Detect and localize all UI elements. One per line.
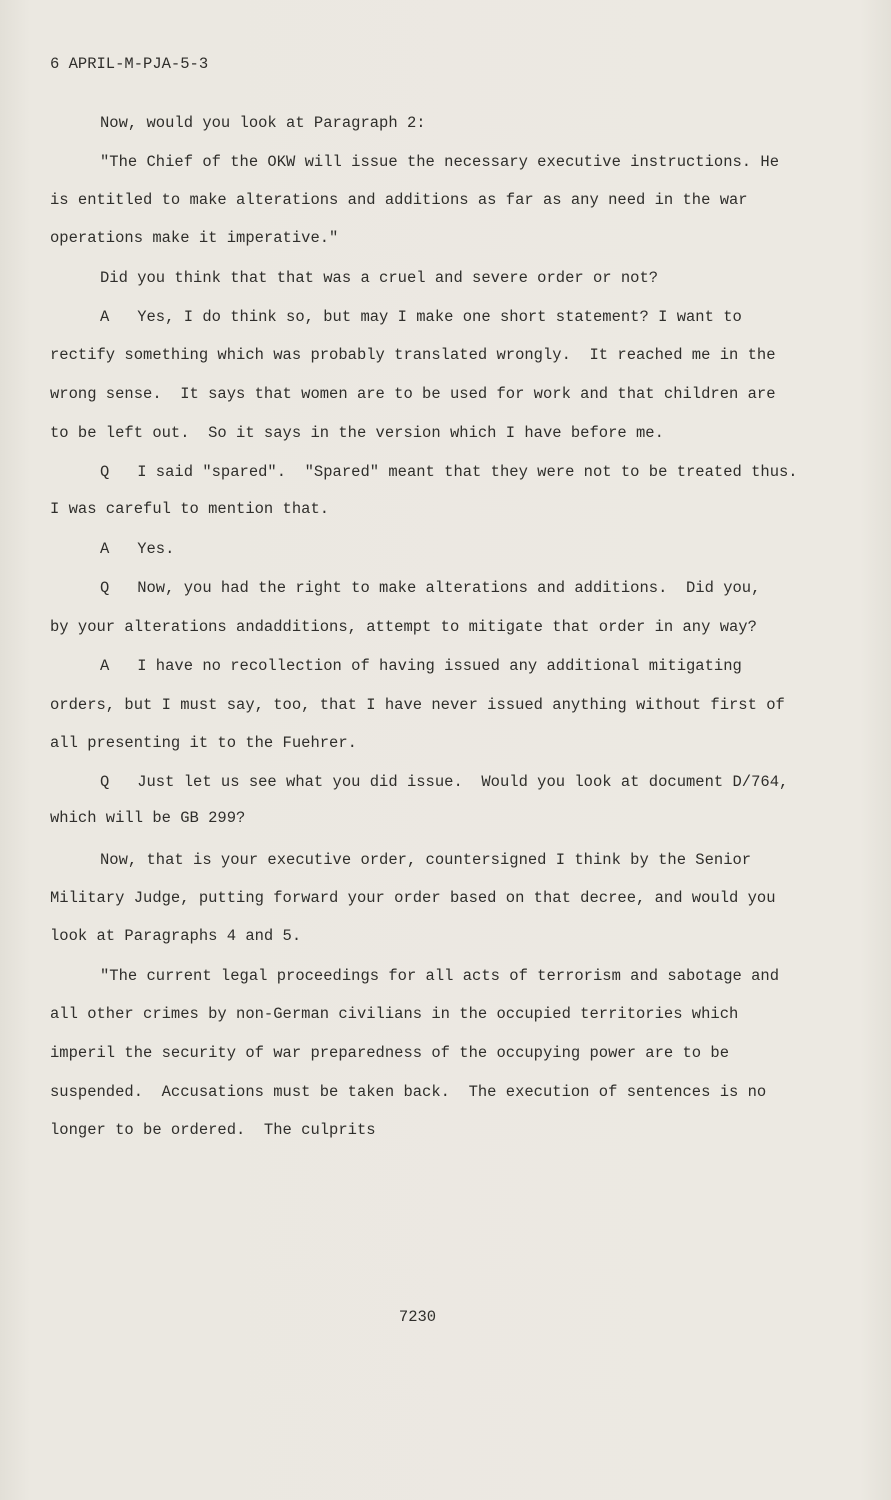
text-line: operations make it imperative.": [50, 229, 339, 247]
text-line: Q I said "spared". "Spared" meant that they were not to be treated thus.: [100, 463, 798, 481]
text-line: all other crimes by non-German civilians in the occupied territories which: [50, 1005, 739, 1023]
page-number: 7230: [398, 1308, 437, 1326]
text-line: by your alterations andadditions, attempt to mitigate that order in any way?: [50, 618, 757, 636]
text-line: I was careful to mention that.: [50, 500, 330, 518]
text-line: suspended. Accusations must be taken back. The execution of sentences is no: [50, 1083, 767, 1101]
text-line: longer to be ordered. The culprits: [50, 1121, 376, 1139]
text-line: imperil the security of war preparedness of the occupying power are to be: [50, 1044, 730, 1062]
text-line: wrong sense. It says that women are to be used for work and that children are: [50, 385, 776, 403]
text-line: Military Judge, putting forward your order based on that decree, and would you: [50, 889, 776, 907]
text-line: Did you think that that was a cruel and severe order or not?: [100, 269, 659, 287]
text-line: "The current legal proceedings for all acts of terrorism and sabotage and: [100, 967, 780, 985]
text-line: A Yes.: [100, 540, 175, 558]
text-line: to be left out. So it says in the version which I have before me.: [50, 424, 664, 442]
text-line: look at Paragraphs 4 and 5.: [50, 927, 302, 945]
text-line: A Yes, I do think so, but may I make one short statement? I want to: [100, 308, 742, 326]
text-line: Q Just let us see what you did issue. Would you look at document D/764,: [100, 773, 789, 791]
text-line: rectify something which was probably translated wrongly. It reached me in the: [50, 346, 776, 364]
text-line: all presenting it to the Fuehrer.: [50, 734, 357, 752]
document-reference: 6 APRIL-M-PJA-5-3: [50, 55, 209, 73]
text-line: which will be GB 299?: [50, 809, 246, 827]
text-line: orders, but I must say, too, that I have never issued anything without first of: [50, 696, 785, 714]
text-line: Now, that is your executive order, countersigned I think by the Senior: [100, 851, 752, 869]
text-line: "The Chief of the OKW will issue the necessary executive instructions. He: [100, 153, 780, 171]
text-line: is entitled to make alterations and additions as far as any need in the war: [50, 191, 748, 209]
text-line: A I have no recollection of having issued any additional mitigating: [100, 657, 742, 675]
text-line: Now, would you look at Paragraph 2:: [100, 114, 426, 132]
text-line: Q Now, you had the right to make alterations and additions. Did you,: [100, 579, 761, 597]
